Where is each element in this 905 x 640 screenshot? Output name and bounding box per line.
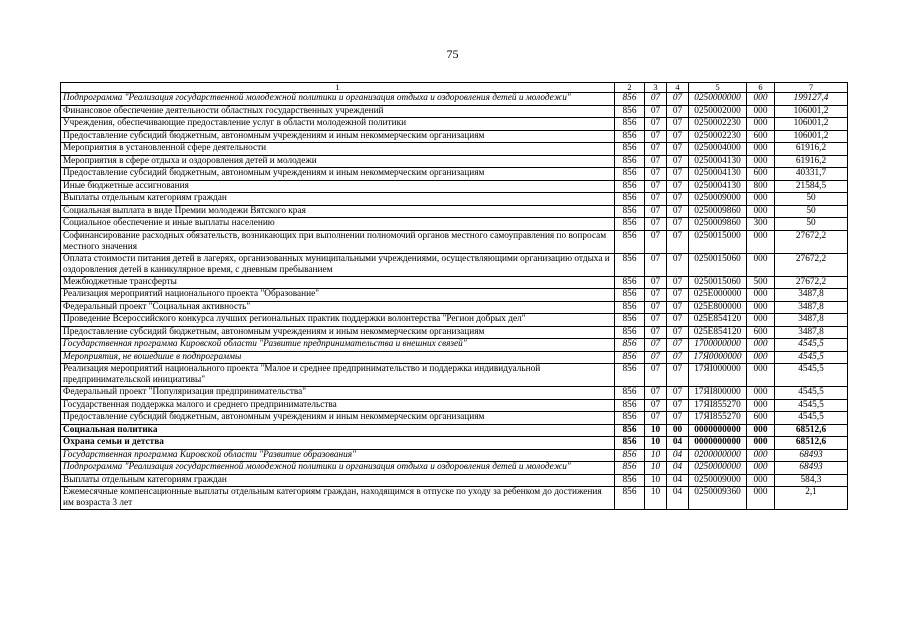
row-name: Охрана семьи и детства <box>61 437 615 450</box>
row-code-target: 0250009000 <box>689 474 747 487</box>
row-name: Софинансирование расходных обязательств, возникающих при выполнении полномочий органов местного самоуправления по вопросам местного значения <box>61 230 615 253</box>
table-row <box>61 462 848 475</box>
row-code-target: 025E854120 <box>689 326 747 339</box>
row-code-subsection: 07 <box>667 314 689 327</box>
table-row <box>61 155 848 168</box>
row-name: Мероприятия в сфере отдыха и оздоровления детей и молодежи <box>61 155 615 168</box>
row-code-subsection: 07 <box>667 339 689 352</box>
row-code-expense-type: 000 <box>747 230 775 253</box>
row-code-target: 0000000000 <box>689 424 747 437</box>
row-name: Федеральный проект "Популяризация предпринимательства" <box>61 387 615 400</box>
row-code-section: 07 <box>645 314 667 327</box>
row-amount: 199127,4 <box>775 93 848 106</box>
row-code-section: 10 <box>645 424 667 437</box>
table-row <box>61 193 848 206</box>
row-code-expense-type: 500 <box>747 276 775 289</box>
row-name: Федеральный проект "Социальная активность" <box>61 301 615 314</box>
row-code-section: 07 <box>645 364 667 387</box>
table-row <box>61 218 848 231</box>
row-name: Проведение Всероссийского конкурса лучших региональных практик поддержки волонтерства "Регион добрых дел" <box>61 314 615 327</box>
row-name: Социальная выплата в виде Премии молодежи Вятского края <box>61 205 615 218</box>
row-name: Подпрограмма "Реализация государственной молодежной политики и организация отдыха и оздоровления детей и молодежи" <box>61 462 615 475</box>
row-code-subsection: 07 <box>667 118 689 131</box>
row-code-expense-type: 000 <box>747 351 775 364</box>
row-amount: 68512,6 <box>775 424 848 437</box>
row-amount: 4545,5 <box>775 364 848 387</box>
table-row <box>61 253 848 276</box>
row-code-section: 07 <box>645 143 667 156</box>
row-code-target: 17Я0000000 <box>689 351 747 364</box>
row-code-ministry: 856 <box>615 326 645 339</box>
table-row <box>61 474 848 487</box>
row-code-ministry: 856 <box>615 424 645 437</box>
column-header: 2 <box>615 83 645 93</box>
row-code-ministry: 856 <box>615 230 645 253</box>
row-code-subsection: 07 <box>667 105 689 118</box>
row-code-subsection: 07 <box>667 412 689 425</box>
row-amount: 27672,2 <box>775 276 848 289</box>
row-code-ministry: 856 <box>615 462 645 475</box>
table-row <box>61 301 848 314</box>
row-code-section: 07 <box>645 130 667 143</box>
row-code-target: 0250002230 <box>689 118 747 131</box>
row-code-ministry: 856 <box>615 118 645 131</box>
row-code-subsection: 00 <box>667 424 689 437</box>
table-row <box>61 314 848 327</box>
table-row <box>61 168 848 181</box>
row-code-ministry: 856 <box>615 412 645 425</box>
row-code-expense-type: 000 <box>747 474 775 487</box>
table-row <box>61 93 848 106</box>
row-name: Подпрограмма "Реализация государственной молодежной политики и организация отдыха и оздоровления детей и молодежи" <box>61 93 615 106</box>
row-code-target: 0250004130 <box>689 180 747 193</box>
row-name: Предоставление субсидий бюджетным, автономным учреждениям и иным некоммерческим организациям <box>61 326 615 339</box>
row-name: Выплаты отдельным категориям граждан <box>61 193 615 206</box>
row-amount: 3487,8 <box>775 326 848 339</box>
row-code-section: 07 <box>645 93 667 106</box>
row-code-ministry: 856 <box>615 205 645 218</box>
row-code-section: 10 <box>645 487 667 510</box>
row-name: Государственная программа Кировской области "Развитие предпринимательства и внешних связей" <box>61 339 615 352</box>
row-code-section: 07 <box>645 301 667 314</box>
row-code-ministry: 856 <box>615 180 645 193</box>
row-amount: 21584,5 <box>775 180 848 193</box>
row-code-ministry: 856 <box>615 449 645 462</box>
row-name: Социальная политика <box>61 424 615 437</box>
row-code-expense-type: 000 <box>747 289 775 302</box>
row-amount: 61916,2 <box>775 143 848 156</box>
row-code-subsection: 07 <box>667 301 689 314</box>
row-code-ministry: 856 <box>615 218 645 231</box>
row-code-section: 07 <box>645 118 667 131</box>
row-code-section: 10 <box>645 474 667 487</box>
row-code-subsection: 07 <box>667 289 689 302</box>
row-code-expense-type: 600 <box>747 168 775 181</box>
row-code-target: 0200000000 <box>689 449 747 462</box>
row-code-expense-type: 300 <box>747 218 775 231</box>
row-code-target: 17ЯI000000 <box>689 364 747 387</box>
row-code-expense-type: 000 <box>747 424 775 437</box>
row-amount: 2,1 <box>775 487 848 510</box>
row-name: Реализация мероприятий национального проекта "Образование" <box>61 289 615 302</box>
row-code-subsection: 04 <box>667 474 689 487</box>
row-code-subsection: 07 <box>667 218 689 231</box>
row-code-expense-type: 000 <box>747 143 775 156</box>
row-amount: 4545,5 <box>775 412 848 425</box>
row-amount: 3487,8 <box>775 301 848 314</box>
row-code-expense-type: 000 <box>747 339 775 352</box>
row-code-section: 07 <box>645 399 667 412</box>
page-number: 75 <box>446 47 459 61</box>
row-amount: 106001,2 <box>775 130 848 143</box>
row-name: Финансовое обеспечение деятельности областных государственных учреждений <box>61 105 615 118</box>
row-code-target: 0250009860 <box>689 218 747 231</box>
row-code-section: 10 <box>645 437 667 450</box>
table-row <box>61 230 848 253</box>
row-code-subsection: 07 <box>667 168 689 181</box>
table-row <box>61 412 848 425</box>
table-row <box>61 387 848 400</box>
row-code-subsection: 04 <box>667 487 689 510</box>
row-code-expense-type: 600 <box>747 130 775 143</box>
row-code-ministry: 856 <box>615 130 645 143</box>
table-row <box>61 326 848 339</box>
row-code-subsection: 07 <box>667 93 689 106</box>
row-name: Предоставление субсидий бюджетным, автономным учреждениям и иным некоммерческим организациям <box>61 412 615 425</box>
row-code-subsection: 07 <box>667 326 689 339</box>
row-code-expense-type: 000 <box>747 301 775 314</box>
row-name: Предоставление субсидий бюджетным, автономным учреждениям и иным некоммерческим организациям <box>61 168 615 181</box>
row-code-subsection: 07 <box>667 130 689 143</box>
row-amount: 68512,6 <box>775 437 848 450</box>
row-code-ministry: 856 <box>615 93 645 106</box>
row-name: Ежемесячные компенсационные выплаты отдельным категориям граждан, находящимся в отпуске по уходу за ребенком до достижения им возраста 3 лет <box>61 487 615 510</box>
row-code-expense-type: 600 <box>747 412 775 425</box>
row-code-ministry: 856 <box>615 487 645 510</box>
row-amount: 3487,8 <box>775 314 848 327</box>
row-code-section: 07 <box>645 412 667 425</box>
row-code-subsection: 07 <box>667 253 689 276</box>
row-code-expense-type: 000 <box>747 449 775 462</box>
row-code-section: 07 <box>645 180 667 193</box>
row-amount: 584,3 <box>775 474 848 487</box>
table-row <box>61 130 848 143</box>
row-code-ministry: 856 <box>615 168 645 181</box>
row-amount: 106001,2 <box>775 118 848 131</box>
row-amount: 68493 <box>775 462 848 475</box>
row-code-ministry: 856 <box>615 289 645 302</box>
row-name: Предоставление субсидий бюджетным, автономным учреждениям и иным некоммерческим организациям <box>61 130 615 143</box>
table-row <box>61 487 848 510</box>
row-code-section: 07 <box>645 387 667 400</box>
header-row <box>61 83 848 93</box>
table-row <box>61 364 848 387</box>
row-code-subsection: 07 <box>667 193 689 206</box>
table-row <box>61 180 848 193</box>
row-amount: 4545,5 <box>775 387 848 400</box>
row-code-target: 17ЯI855270 <box>689 399 747 412</box>
row-name: Мероприятия, не вошедшие в подпрограммы <box>61 351 615 364</box>
table-row <box>61 437 848 450</box>
row-code-target: 0250015060 <box>689 253 747 276</box>
budget-table <box>60 82 848 510</box>
row-code-expense-type: 000 <box>747 205 775 218</box>
row-code-ministry: 856 <box>615 314 645 327</box>
row-amount: 4545,5 <box>775 339 848 352</box>
row-code-ministry: 856 <box>615 155 645 168</box>
row-code-ministry: 856 <box>615 399 645 412</box>
row-code-expense-type: 000 <box>747 155 775 168</box>
column-header: 7 <box>775 83 848 93</box>
row-amount: 4545,5 <box>775 351 848 364</box>
row-code-expense-type: 000 <box>747 437 775 450</box>
row-name: Межбюджетные трансферты <box>61 276 615 289</box>
row-code-target: 0250004130 <box>689 155 747 168</box>
row-code-section: 07 <box>645 205 667 218</box>
table-row <box>61 205 848 218</box>
row-amount: 27672,2 <box>775 253 848 276</box>
row-code-ministry: 856 <box>615 276 645 289</box>
row-code-subsection: 07 <box>667 230 689 253</box>
row-code-subsection: 07 <box>667 180 689 193</box>
row-name: Оплата стоимости питания детей в лагерях, организованных муниципальными учреждениями, осуществляющими организацию отдыха и оздоровления детей в каникулярное время, с дневным пребыванием <box>61 253 615 276</box>
row-amount: 4545,5 <box>775 399 848 412</box>
row-code-ministry: 856 <box>615 474 645 487</box>
row-code-section: 07 <box>645 105 667 118</box>
row-code-target: 0250002230 <box>689 130 747 143</box>
row-code-target: 025E800000 <box>689 301 747 314</box>
row-name: Выплаты отдельным категориям граждан <box>61 474 615 487</box>
row-code-expense-type: 000 <box>747 487 775 510</box>
row-code-target: 0250004000 <box>689 143 747 156</box>
row-name: Мероприятия в установленной сфере деятельности <box>61 143 615 156</box>
row-amount: 27672,2 <box>775 230 848 253</box>
row-code-section: 10 <box>645 462 667 475</box>
row-code-target: 0250015060 <box>689 276 747 289</box>
row-code-expense-type: 000 <box>747 193 775 206</box>
row-code-subsection: 07 <box>667 364 689 387</box>
row-code-expense-type: 000 <box>747 399 775 412</box>
row-code-section: 07 <box>645 193 667 206</box>
row-code-expense-type: 600 <box>747 326 775 339</box>
row-code-subsection: 07 <box>667 387 689 400</box>
row-code-ministry: 856 <box>615 387 645 400</box>
table-row <box>61 105 848 118</box>
table-row <box>61 118 848 131</box>
row-amount: 68493 <box>775 449 848 462</box>
row-code-target: 0250009860 <box>689 205 747 218</box>
row-code-ministry: 856 <box>615 301 645 314</box>
row-code-section: 07 <box>645 230 667 253</box>
table-row <box>61 351 848 364</box>
row-code-section: 07 <box>645 276 667 289</box>
row-amount: 50 <box>775 205 848 218</box>
row-code-target: 0250000000 <box>689 93 747 106</box>
table-row <box>61 289 848 302</box>
table-row <box>61 424 848 437</box>
row-code-target: 0250004130 <box>689 168 747 181</box>
row-code-target: 17ЯI855270 <box>689 412 747 425</box>
row-code-section: 07 <box>645 218 667 231</box>
row-code-subsection: 07 <box>667 205 689 218</box>
row-code-target: 0250009000 <box>689 193 747 206</box>
row-amount: 106001,2 <box>775 105 848 118</box>
table-row <box>61 339 848 352</box>
row-code-subsection: 07 <box>667 399 689 412</box>
row-code-ministry: 856 <box>615 339 645 352</box>
row-code-expense-type: 000 <box>747 387 775 400</box>
row-code-subsection: 04 <box>667 449 689 462</box>
column-header: 4 <box>667 83 689 93</box>
row-code-expense-type: 000 <box>747 253 775 276</box>
row-code-ministry: 856 <box>615 253 645 276</box>
row-code-expense-type: 000 <box>747 314 775 327</box>
table-row <box>61 449 848 462</box>
table-row <box>61 143 848 156</box>
row-code-section: 07 <box>645 289 667 302</box>
row-code-section: 07 <box>645 351 667 364</box>
row-name: Иные бюджетные ассигнования <box>61 180 615 193</box>
row-code-target: 0250002000 <box>689 105 747 118</box>
row-amount: 61916,2 <box>775 155 848 168</box>
row-code-expense-type: 000 <box>747 93 775 106</box>
row-code-target: 025E854120 <box>689 314 747 327</box>
row-code-ministry: 856 <box>615 193 645 206</box>
row-code-target: 0000000000 <box>689 437 747 450</box>
column-header: 3 <box>645 83 667 93</box>
row-code-section: 07 <box>645 253 667 276</box>
row-code-subsection: 07 <box>667 143 689 156</box>
row-code-expense-type: 000 <box>747 462 775 475</box>
row-name: Учреждения, обеспечивающие предоставление услуг в области молодежной политики <box>61 118 615 131</box>
row-code-ministry: 856 <box>615 105 645 118</box>
row-code-ministry: 856 <box>615 364 645 387</box>
table-row <box>61 399 848 412</box>
row-code-subsection: 07 <box>667 276 689 289</box>
column-header: 6 <box>747 83 775 93</box>
row-code-subsection: 07 <box>667 351 689 364</box>
table-row <box>61 276 848 289</box>
row-amount: 3487,8 <box>775 289 848 302</box>
row-code-section: 07 <box>645 339 667 352</box>
row-code-subsection: 04 <box>667 462 689 475</box>
row-code-ministry: 856 <box>615 143 645 156</box>
row-code-expense-type: 000 <box>747 118 775 131</box>
row-code-target: 17ЯI800000 <box>689 387 747 400</box>
row-code-target: 0250009360 <box>689 487 747 510</box>
row-code-ministry: 856 <box>615 351 645 364</box>
row-code-target: 0250015000 <box>689 230 747 253</box>
row-name: Государственная поддержка малого и среднего предпринимательства <box>61 399 615 412</box>
row-code-target: 1700000000 <box>689 339 747 352</box>
row-code-target: 025E000000 <box>689 289 747 302</box>
row-amount: 50 <box>775 193 848 206</box>
row-name: Государственная программа Кировской области "Развитие образования" <box>61 449 615 462</box>
row-code-subsection: 04 <box>667 437 689 450</box>
row-amount: 40331,7 <box>775 168 848 181</box>
row-code-section: 10 <box>645 449 667 462</box>
row-name: Социальное обеспечение и иные выплаты населению <box>61 218 615 231</box>
row-code-expense-type: 000 <box>747 364 775 387</box>
row-amount: 50 <box>775 218 848 231</box>
row-code-target: 0250000000 <box>689 462 747 475</box>
row-code-expense-type: 800 <box>747 180 775 193</box>
row-code-subsection: 07 <box>667 155 689 168</box>
row-code-expense-type: 000 <box>747 105 775 118</box>
row-code-section: 07 <box>645 168 667 181</box>
column-header: 1 <box>61 83 615 93</box>
column-header: 5 <box>689 83 747 93</box>
row-code-section: 07 <box>645 326 667 339</box>
row-code-ministry: 856 <box>615 437 645 450</box>
row-name: Реализация мероприятий национального проекта "Малое и среднее предпринимательство и поддержка индивидуальной предпринимательской инициативы" <box>61 364 615 387</box>
row-code-section: 07 <box>645 155 667 168</box>
